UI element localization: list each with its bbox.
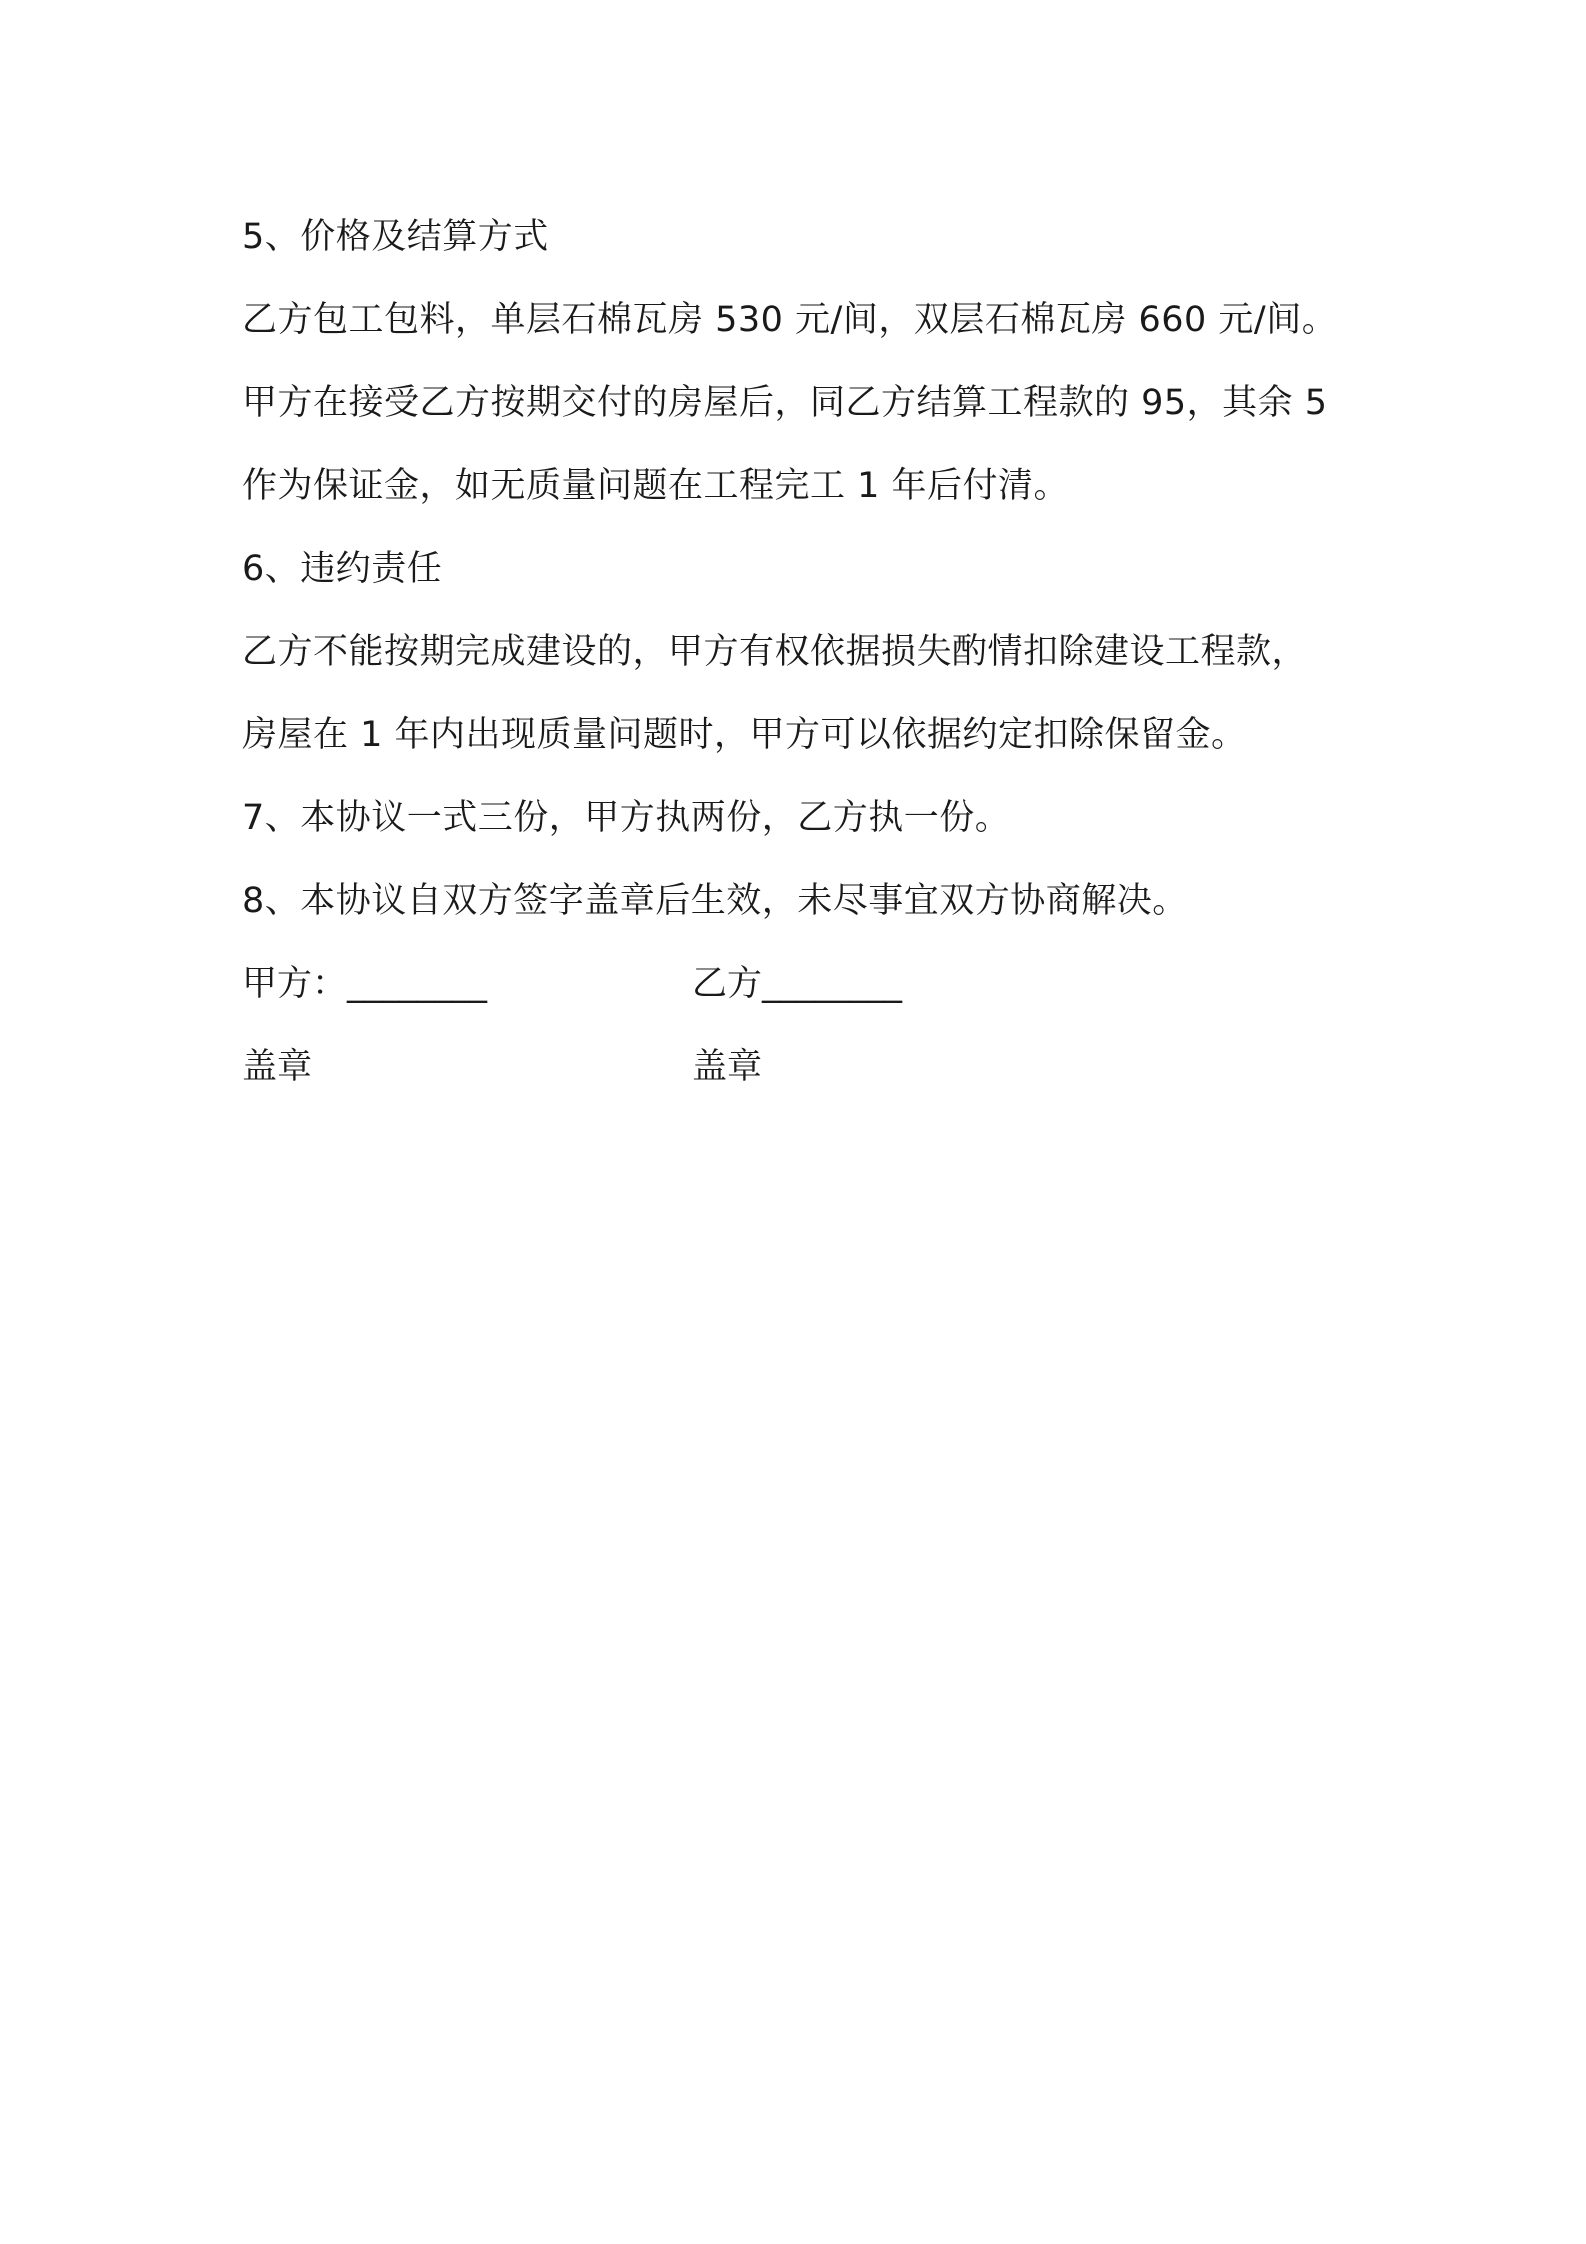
party-a-signature-label: 甲方：________ xyxy=(242,964,488,1004)
party-b-signature-label: 乙方________ xyxy=(692,964,903,1004)
paragraph-line: 房屋在 1 年内出现质量问题时，甲方可以依据约定扣除保留金。 xyxy=(242,715,1247,755)
section-heading-price: 5、价格及结算方式 xyxy=(242,217,549,257)
paragraph-line: 作为保证金，如无质量问题在工程完工 1 年后付清。 xyxy=(242,466,1070,506)
party-b-seal-label: 盖章 xyxy=(692,1047,763,1087)
clause-copies: 7、本协议一式三份，甲方执两份，乙方执一份。 xyxy=(242,798,1011,838)
section-heading-liability: 6、违约责任 xyxy=(242,549,443,589)
clause-effective: 8、本协议自双方签字盖章后生效，未尽事宜双方协商解决。 xyxy=(242,881,1188,921)
seal-row xyxy=(242,1026,1372,1109)
document-body xyxy=(242,196,1372,1109)
paragraph-line: 乙方包工包料，单层石棉瓦房 530 元/间，双层石棉瓦房 660 元/间。 xyxy=(242,300,1338,340)
paragraph-line: 乙方不能按期完成建设的，甲方有权依据损失酌情扣除建设工程款， xyxy=(242,632,1308,672)
paragraph-line: 甲方在接受乙方按期交付的房屋后，同乙方结算工程款的 95，其余 5 xyxy=(242,383,1328,423)
signature-row xyxy=(242,943,1372,1026)
party-a-seal-label: 盖章 xyxy=(242,1047,313,1087)
